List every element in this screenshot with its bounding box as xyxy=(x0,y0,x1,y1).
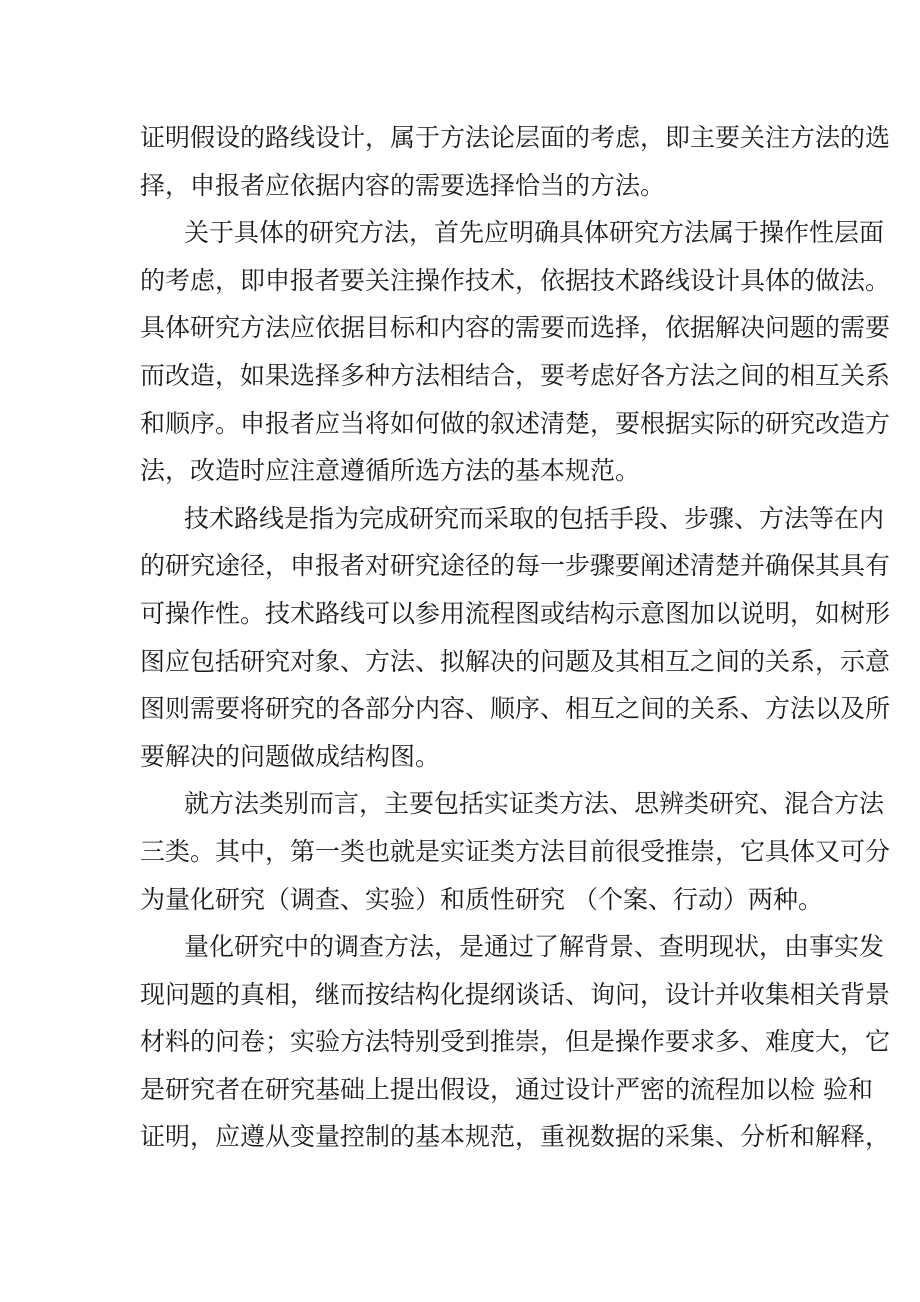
text-line: 图应包括研究对象、方法、拟解决的问题及其相互之间的关系，示意 xyxy=(140,646,891,676)
text-line: 证明假设的路线设计，属于方法论层面的考虑，即主要关注方法的选 xyxy=(140,123,891,152)
text-line: 可操作性。技术路线可以参用流程图或结构示意图加以说明，如树形 xyxy=(140,598,891,628)
text-line: 而改造，如果选择多种方法相结合，要考虑好各方法之间的相互关系 xyxy=(140,360,891,390)
paragraph-first-line: 量化研究中的调查方法，是通过了解背景、查明现状，由事实发 xyxy=(184,932,885,962)
text-line: 具体研究方法应依据目标和内容的需要而选择，依据解决问题的需要 xyxy=(140,313,891,343)
text-line: 的考虑，即申报者要关注操作技术，依据技术路线设计具体的做法。 xyxy=(140,265,891,295)
text-line: 择，申报者应依据内容的需要选择恰当的方法。 xyxy=(140,170,666,200)
text-line: 材料的问卷；实验方法特别受到推崇，但是操作要求多、难度大，它 xyxy=(140,1027,891,1057)
text-line: 为量化研究（调查、实验）和质性研究 （个案、行动）两种。 xyxy=(140,884,823,914)
text-line: 和顺序。申报者应当将如何做的叙述清楚，要根据实际的研究改造方 xyxy=(140,408,891,438)
text-line: 法，改造时应注意遵循所选方法的基本规范。 xyxy=(140,456,641,486)
paragraph-first-line: 就方法类别而言，主要包括实证类方法、思辨类研究、混合方法 xyxy=(184,789,885,819)
text-line: 的研究途径，申报者对研究途径的每一步骤要阐述清楚并确保其具有 xyxy=(140,551,891,581)
text-line: 现问题的真相，继而按结构化提纲谈话、询问，设计并收集相关背景 xyxy=(140,979,891,1009)
text-line: 证明，应遵从变量控制的基本规范，重视数据的采集、分析和解释， xyxy=(140,1122,891,1152)
body-text xyxy=(140,114,891,1161)
text-line: 是研究者在研究基础上提出假设，通过设计严密的流程加以检 验和 xyxy=(140,1074,873,1104)
paragraph-first-line: 技术路线是指为完成研究而采取的包括手段、步骤、方法等在内 xyxy=(184,503,885,533)
text-line: 要解决的问题做成结构图。 xyxy=(140,741,441,771)
text-line: 三类。其中，第一类也就是实证类方法目前很受推崇，它具体又可分 xyxy=(140,836,891,866)
paragraph-first-line: 关于具体的研究方法，首先应明确具体研究方法属于操作性层面 xyxy=(184,218,885,248)
text-line: 图则需要将研究的各部分内容、顺序、相互之间的关系、方法以及所 xyxy=(140,694,891,724)
